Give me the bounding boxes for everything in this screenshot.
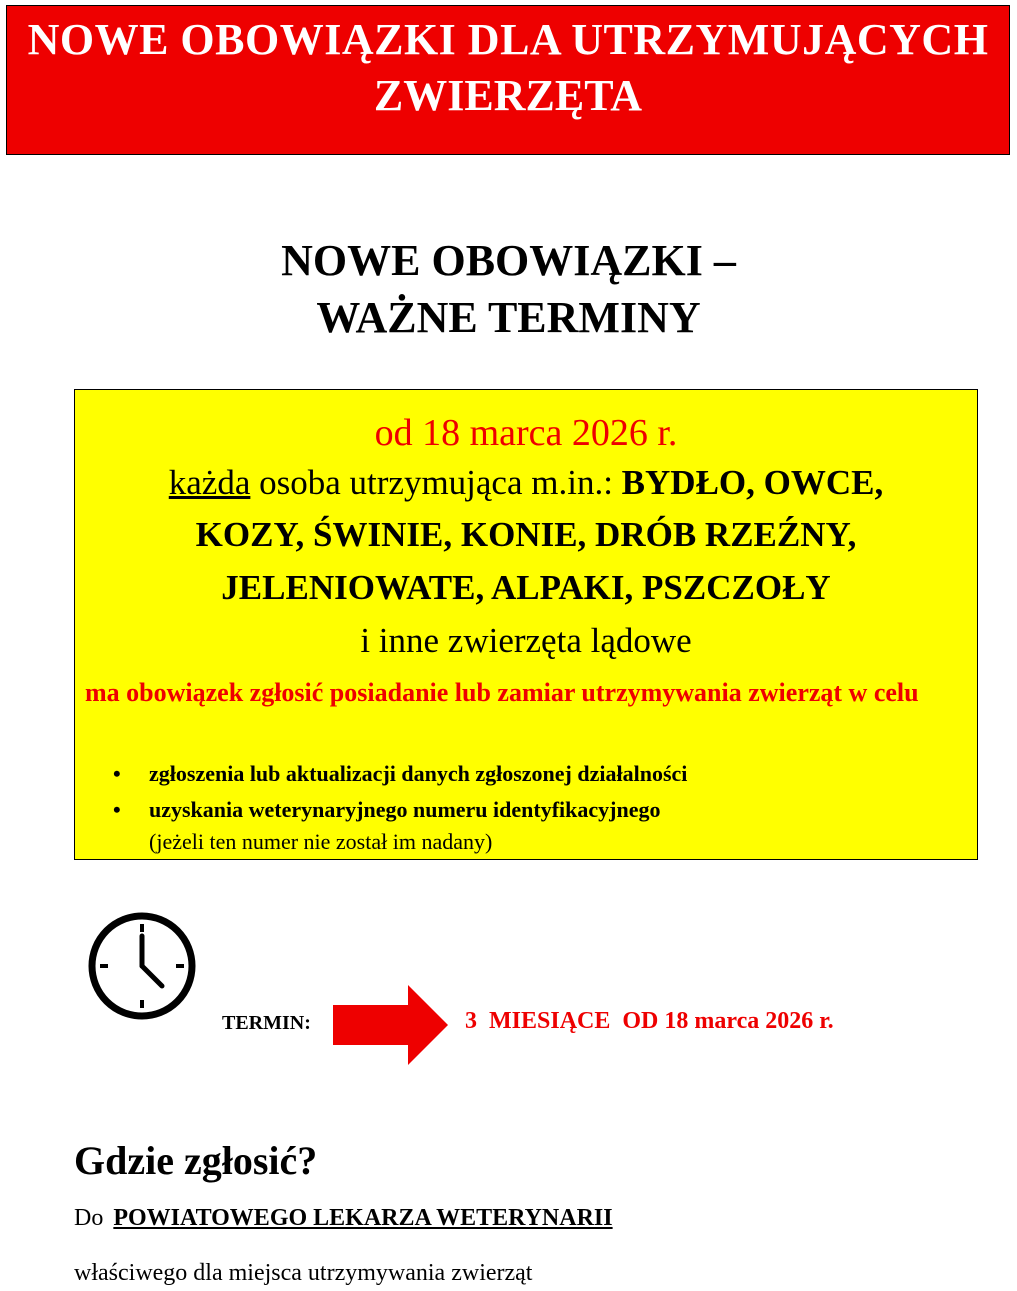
banner-title-line1: NOWE OBOWIĄZKI DLA UTRZYMUJĄCYCH [27,15,989,64]
subtitle-line2: WAŻNE TERMINY [316,293,701,342]
other-animals: i inne zwierzęta lądowe [360,621,692,660]
notice-who-underlined: każda [168,463,251,502]
where-prefix: Do [74,1205,104,1231]
notice-who [75,457,977,509]
animals-line2: KOZY, ŚWINIE, KONIE, DRÓB RZEŹNY, [195,515,857,554]
where-title: Gdzie zgłosić? [74,1138,318,1183]
purpose-list [107,756,957,856]
page-subtitle [0,232,1017,346]
where-to [74,1203,613,1233]
animals-line3: JELENIOWATE, ALPAKI, PSZCZOŁY [221,568,831,607]
list-item [107,792,957,856]
banner-title-line2: ZWIERZĘTA [373,71,643,120]
purpose-note: (jeżeli ten numer nie został im nadany) [149,829,493,854]
notice-date: od 18 marca 2026 r. [374,412,678,454]
subtitle-line1: NOWE OBOWIĄZKI – [281,236,736,285]
animals-line1: BYDŁO, OWCE, [621,463,884,502]
where-note: właściwego dla miejsca utrzymywania zwierząt [74,1260,533,1286]
purpose-text: zgłoszenia lub aktualizacji danych zgłoszonej działalności [149,761,688,786]
arrow-right-icon [333,985,448,1065]
clock-icon [86,910,198,1022]
where-office: POWIATOWEGO LEKARZA WETERYNARII [113,1205,613,1231]
list-item [107,756,957,792]
header-banner [6,5,1010,155]
notice-box [74,389,978,860]
notice-who-rest: osoba utrzymująca m.in.: [250,463,622,502]
deadline-value: 3 MIESIĄCE OD 18 marca 2026 r. [465,1008,834,1034]
duty-text: ma obowiązek zgłosić posiadanie lub zamiar utrzymywania zwierząt w celu [85,678,919,707]
bullet-icon: • [113,761,121,786]
purpose-text: uzyskania weterynaryjnego numeru identyfikacyjnego [149,797,661,822]
bullet-icon: • [113,797,121,822]
deadline-label: TERMIN: [222,1012,311,1034]
